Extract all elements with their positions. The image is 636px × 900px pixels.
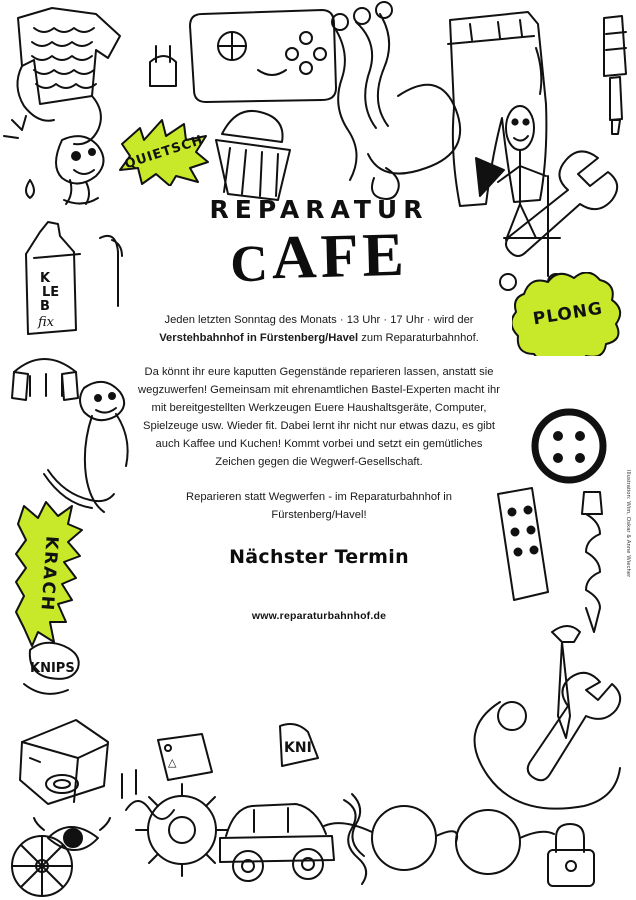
intro-text-tail: zum Reparaturbahnhof. bbox=[358, 331, 479, 344]
walking-figure-2-doodle bbox=[498, 106, 564, 290]
website-link[interactable]: www.reparaturbahnhof.de bbox=[251, 609, 387, 622]
tag-doodle bbox=[158, 724, 318, 780]
car-doodle bbox=[220, 804, 334, 881]
headphones-doodle bbox=[12, 359, 78, 400]
cable-doodle bbox=[332, 2, 399, 199]
droplet-doodle bbox=[26, 180, 34, 198]
intro-location: Verstehbahnhof in Fürstenberg/Havel bbox=[159, 331, 359, 344]
svg-text:B: B bbox=[40, 299, 50, 314]
svg-text:KNIPS: KNIPS bbox=[30, 661, 75, 676]
knitted-sweater-doodle bbox=[17, 8, 120, 144]
next-appointment-heading: Nächster Termin bbox=[229, 545, 409, 568]
badge-krach bbox=[14, 500, 84, 648]
camera-doodle bbox=[20, 720, 108, 804]
svg-text:△: △ bbox=[168, 756, 177, 769]
title-cafe-rest: AFE bbox=[270, 220, 409, 292]
eye-doodle bbox=[34, 818, 110, 850]
pipe-doodle bbox=[100, 236, 122, 306]
wrench-doodle bbox=[506, 151, 617, 256]
blob-face-doodle bbox=[56, 136, 104, 204]
shard-doodle bbox=[476, 158, 504, 196]
main-paragraph: Da könnt ihr eure kaputten Gegenstände reparieren lassen, anstatt sie wegzuwerfen! Gemeinsam mit ehrenamtlichen Bastel-Experten macht ihr mit bereitgestellten Werkzeugen Euere Haushaltsgeräte, Computer, Spielzeuge usw. Wieder fit. Dabei lernt ihr nicht nur etwas dazu, es gibt auch Kaffee und Kuchen! Kommt vorbei und setzt ein gemütliches Zeichen gegen die Wegwerf-Gesellschaft. bbox=[138, 365, 500, 469]
domino-doodle bbox=[498, 488, 548, 600]
badge-quietsch bbox=[118, 118, 210, 186]
knips-doodle bbox=[24, 643, 79, 694]
cupcake-doodle bbox=[216, 111, 290, 200]
intro-paragraph bbox=[138, 311, 500, 347]
svg-text:K: K bbox=[40, 271, 51, 286]
squiggle-doodle bbox=[122, 770, 174, 819]
jeans-doodle bbox=[448, 12, 546, 206]
eyeglasses-doodle bbox=[324, 806, 554, 874]
gear-doodle bbox=[136, 784, 228, 876]
walking-figure-doodle bbox=[80, 382, 128, 512]
badge-krach-label: KRACH bbox=[36, 535, 62, 613]
screw-doodle bbox=[582, 492, 602, 632]
game-controller-doodle bbox=[190, 10, 336, 102]
closing-paragraph: Reparieren statt Wegwerfen - im Reparaturbahnhof in Fürstenberg/Havel! bbox=[186, 490, 452, 521]
button-doodle bbox=[535, 412, 603, 480]
spark-doodle bbox=[4, 116, 26, 138]
intro-text-lead: Jeden letzten Sonntag des Monats · 13 Uhr · 17 Uhr · wird der bbox=[164, 313, 474, 326]
page-title: REPARATUR bbox=[209, 195, 429, 224]
wire-loop-doodle bbox=[368, 85, 460, 174]
screwdriver-doodle bbox=[604, 16, 626, 134]
badge-plong-label: PLONG bbox=[531, 298, 605, 330]
plug-doodle bbox=[150, 46, 176, 86]
padlock-doodle bbox=[548, 824, 594, 886]
svg-text:KNI: KNI bbox=[284, 740, 312, 756]
smoke-doodle bbox=[344, 794, 366, 884]
svg-text:fix: fix bbox=[38, 315, 55, 330]
glue-bottle-doodle bbox=[26, 222, 80, 334]
poster-content bbox=[138, 196, 500, 622]
badge-plong bbox=[512, 272, 624, 356]
hook-doodle bbox=[475, 702, 620, 809]
bicycle-wheel-doodle bbox=[12, 836, 72, 896]
illustration-credit: Illustration: Wim, Oskar & Anne Wiecher bbox=[625, 470, 631, 578]
badge-quietsch-label: QUIETSCH bbox=[122, 132, 206, 172]
title-cafe bbox=[137, 221, 501, 293]
svg-text:LE: LE bbox=[42, 285, 60, 300]
title-cafe-lead: C bbox=[229, 234, 273, 293]
nail-doodle bbox=[552, 626, 580, 738]
wrench-2-doodle bbox=[528, 673, 620, 780]
